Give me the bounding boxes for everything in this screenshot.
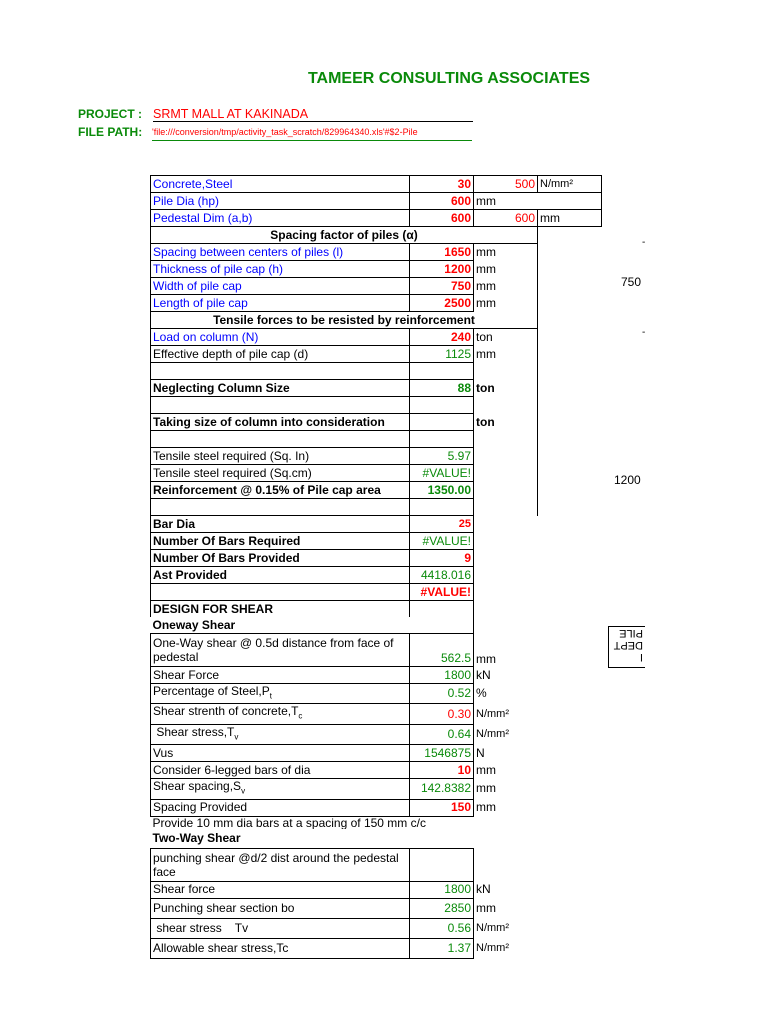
tw-section-unit: mm bbox=[476, 900, 496, 915]
tw-force-label: Shear force bbox=[151, 881, 410, 898]
ow-tc-label: Shear strenth of $concrete,T_c$ bbox=[151, 704, 410, 724]
neglect-label: Neglecting Column Size bbox=[151, 380, 410, 397]
bar-dia-label: Bar Dia bbox=[151, 516, 410, 533]
neglect-unit: ton bbox=[474, 380, 538, 397]
tw-punch-label: punching shear @d/2 dist around the pedestal face bbox=[151, 848, 410, 881]
tw-force-value: 1800 bbox=[410, 881, 474, 898]
ow-dist-label: One-Way shear @ 0.5d distance from face of pedestal bbox=[151, 634, 410, 667]
steel-in-label: Tensile steel required (Sq. In) bbox=[151, 448, 410, 465]
legged-label: Consider 6-legged bars of dia bbox=[151, 762, 410, 779]
rotated-label-box bbox=[608, 626, 645, 668]
pedestal-label[interactable]: Pedestal Dim (a,b) bbox=[151, 210, 410, 227]
sp-prov-value[interactable]: 150 bbox=[410, 799, 474, 816]
twoway-heading: Two-Way Shear bbox=[152, 830, 241, 845]
ast-error: #VALUE! bbox=[410, 584, 474, 601]
thickness-label[interactable]: Thickness of pile cap (h) bbox=[151, 261, 410, 278]
reinf-value: 1350.00 bbox=[410, 482, 474, 499]
pedestal-a[interactable]: 600 bbox=[410, 210, 474, 227]
tw-allow-unit: N/mm² bbox=[476, 941, 509, 954]
provide-note: Provide 10 mm dia bars at a spacing of 150 mm c/c bbox=[152, 816, 426, 829]
vus-unit: N bbox=[476, 745, 485, 760]
ow-tv-value: 0.64 bbox=[410, 724, 474, 744]
tw-allow-value: 1.37 bbox=[410, 938, 474, 958]
ow-force-label: Shear Force bbox=[151, 667, 410, 684]
width-unit: mm bbox=[474, 278, 538, 295]
ast-label: Ast Provided bbox=[151, 567, 410, 584]
pedestal-b[interactable]: 600 bbox=[474, 210, 538, 227]
spacing-unit: mm bbox=[474, 244, 538, 261]
sv-unit: mm bbox=[476, 781, 496, 796]
side-dim-750: 750 bbox=[621, 275, 642, 289]
steel-in-value: 5.97 bbox=[410, 448, 474, 465]
tw-stress-unit: N/mm² bbox=[476, 921, 509, 934]
pile-dia-value[interactable]: 600 bbox=[410, 193, 474, 210]
ow-tv-label: Shear $stress,T_v$ bbox=[151, 724, 410, 744]
ow-pct-value: 0.52 bbox=[410, 684, 474, 704]
concrete-fy[interactable]: 500 bbox=[474, 176, 538, 193]
oneway-heading: Oneway Shear bbox=[152, 617, 236, 632]
eff-depth-value: 1125 bbox=[410, 346, 474, 363]
filepath-label: FILE PATH: bbox=[78, 125, 143, 139]
ow-force-value: 1800 bbox=[410, 667, 474, 684]
taking-label: Taking size of column into consideration bbox=[151, 414, 410, 431]
tw-stress-value: 0.56 bbox=[410, 918, 474, 938]
vus-label: Vus bbox=[151, 745, 410, 762]
bars-prov-value[interactable]: 9 bbox=[410, 550, 474, 567]
bar-dia-value[interactable]: 25 bbox=[410, 516, 474, 533]
ow-tc-value: 0.30 bbox=[410, 704, 474, 724]
neglect-value: 88 bbox=[410, 380, 474, 397]
load-unit: ton bbox=[474, 329, 538, 346]
company-title: TAMEER CONSULTING ASSOCIATES bbox=[307, 70, 591, 87]
pile-dia-unit: mm bbox=[474, 193, 538, 210]
pile-dia-label[interactable]: Pile Dia (hp) bbox=[151, 193, 410, 210]
bars-prov-label: Number Of Bars Provided bbox=[151, 550, 410, 567]
rotated-text-3: I bbox=[639, 651, 643, 663]
tw-section-label: Punching shear section bo bbox=[151, 898, 410, 918]
thickness-unit: mm bbox=[474, 261, 538, 278]
legged-value[interactable]: 10 bbox=[410, 762, 474, 779]
ow-dist-unit: mm bbox=[476, 651, 496, 666]
design-shear-heading: DESIGN FOR SHEAR bbox=[151, 601, 410, 618]
spacing-heading: Spacing factor of piles (α) bbox=[151, 227, 538, 244]
sp-prov-unit: mm bbox=[476, 800, 496, 815]
width-label[interactable]: Width of pile cap bbox=[151, 278, 410, 295]
length-label[interactable]: Length of pile cap bbox=[151, 295, 410, 312]
project-value[interactable]: SRMT MALL AT KAKINADA bbox=[153, 107, 309, 121]
width-value[interactable]: 750 bbox=[410, 278, 474, 295]
length-value[interactable]: 2500 bbox=[410, 295, 474, 312]
bars-req-value: #VALUE! bbox=[410, 533, 474, 550]
tw-section-value: 2850 bbox=[410, 898, 474, 918]
side-dim-1200: 1200 bbox=[614, 473, 641, 487]
rotated-text-1: PILE bbox=[619, 627, 643, 639]
concrete-fck[interactable]: 30 bbox=[410, 176, 474, 193]
rotated-text-2: DEPT bbox=[613, 639, 643, 651]
filepath-value[interactable]: 'file:///conversion/tmp/activity_task_scratch/829964340.xls'#$2-Pile bbox=[152, 127, 418, 137]
ow-pct-label: Percentage of $Steel,P_t$ bbox=[151, 684, 410, 704]
steel-cm-label: Tensile steel required (Sq.cm) bbox=[151, 465, 410, 482]
project-underline bbox=[153, 121, 473, 122]
ast-value: 4418.016 bbox=[410, 567, 474, 584]
spacing-label[interactable]: Spacing between centers of piles (l) bbox=[151, 244, 410, 261]
concrete-label[interactable]: Concrete,Steel bbox=[151, 176, 410, 193]
ow-tv-unit: N/mm² bbox=[476, 727, 509, 740]
tw-stress-label: shear stress Tv bbox=[151, 918, 410, 938]
eff-depth-unit: mm bbox=[474, 346, 538, 363]
ow-force-unit: kN bbox=[476, 667, 491, 682]
length-unit: mm bbox=[474, 295, 538, 312]
spacing-value[interactable]: 1650 bbox=[410, 244, 474, 261]
design-sheet bbox=[150, 175, 602, 959]
sp-prov-label: Spacing Provided bbox=[151, 799, 410, 816]
tensile-heading: Tensile forces to be resisted by reinforcement bbox=[151, 312, 538, 329]
ow-pct-unit: % bbox=[476, 686, 487, 701]
sv-value: 142.8382 bbox=[410, 779, 474, 799]
tw-force-unit: kN bbox=[476, 882, 491, 897]
ow-tc-unit: N/mm² bbox=[476, 707, 509, 720]
tw-allow-label: Allowable shear stress,Tc bbox=[151, 938, 410, 958]
project-label: PROJECT : bbox=[78, 107, 143, 121]
pedestal-unit: mm bbox=[538, 210, 602, 227]
vus-value: 1546875 bbox=[410, 745, 474, 762]
eff-depth-label: Effective depth of pile cap (d) bbox=[151, 346, 410, 363]
legged-unit: mm bbox=[476, 762, 496, 777]
concrete-unit: N/mm² bbox=[538, 176, 602, 193]
reinf-label: Reinforcement @ 0.15% of Pile cap area bbox=[151, 482, 410, 499]
filepath-underline bbox=[152, 140, 472, 141]
bars-req-label: Number Of Bars Required bbox=[151, 533, 410, 550]
ow-dist-value: 562.5 bbox=[410, 634, 474, 667]
taking-unit: ton bbox=[474, 414, 538, 431]
load-value[interactable]: 240 bbox=[410, 329, 474, 346]
sv-label: Shear $spacing,S_v$ bbox=[151, 779, 410, 799]
row-concrete bbox=[151, 176, 602, 193]
side-tick-b: - bbox=[642, 327, 646, 338]
steel-cm-value: #VALUE! bbox=[410, 465, 474, 482]
load-label[interactable]: Load on column (N) bbox=[151, 329, 410, 346]
thickness-value[interactable]: 1200 bbox=[410, 261, 474, 278]
side-tick-a: - bbox=[642, 237, 646, 248]
